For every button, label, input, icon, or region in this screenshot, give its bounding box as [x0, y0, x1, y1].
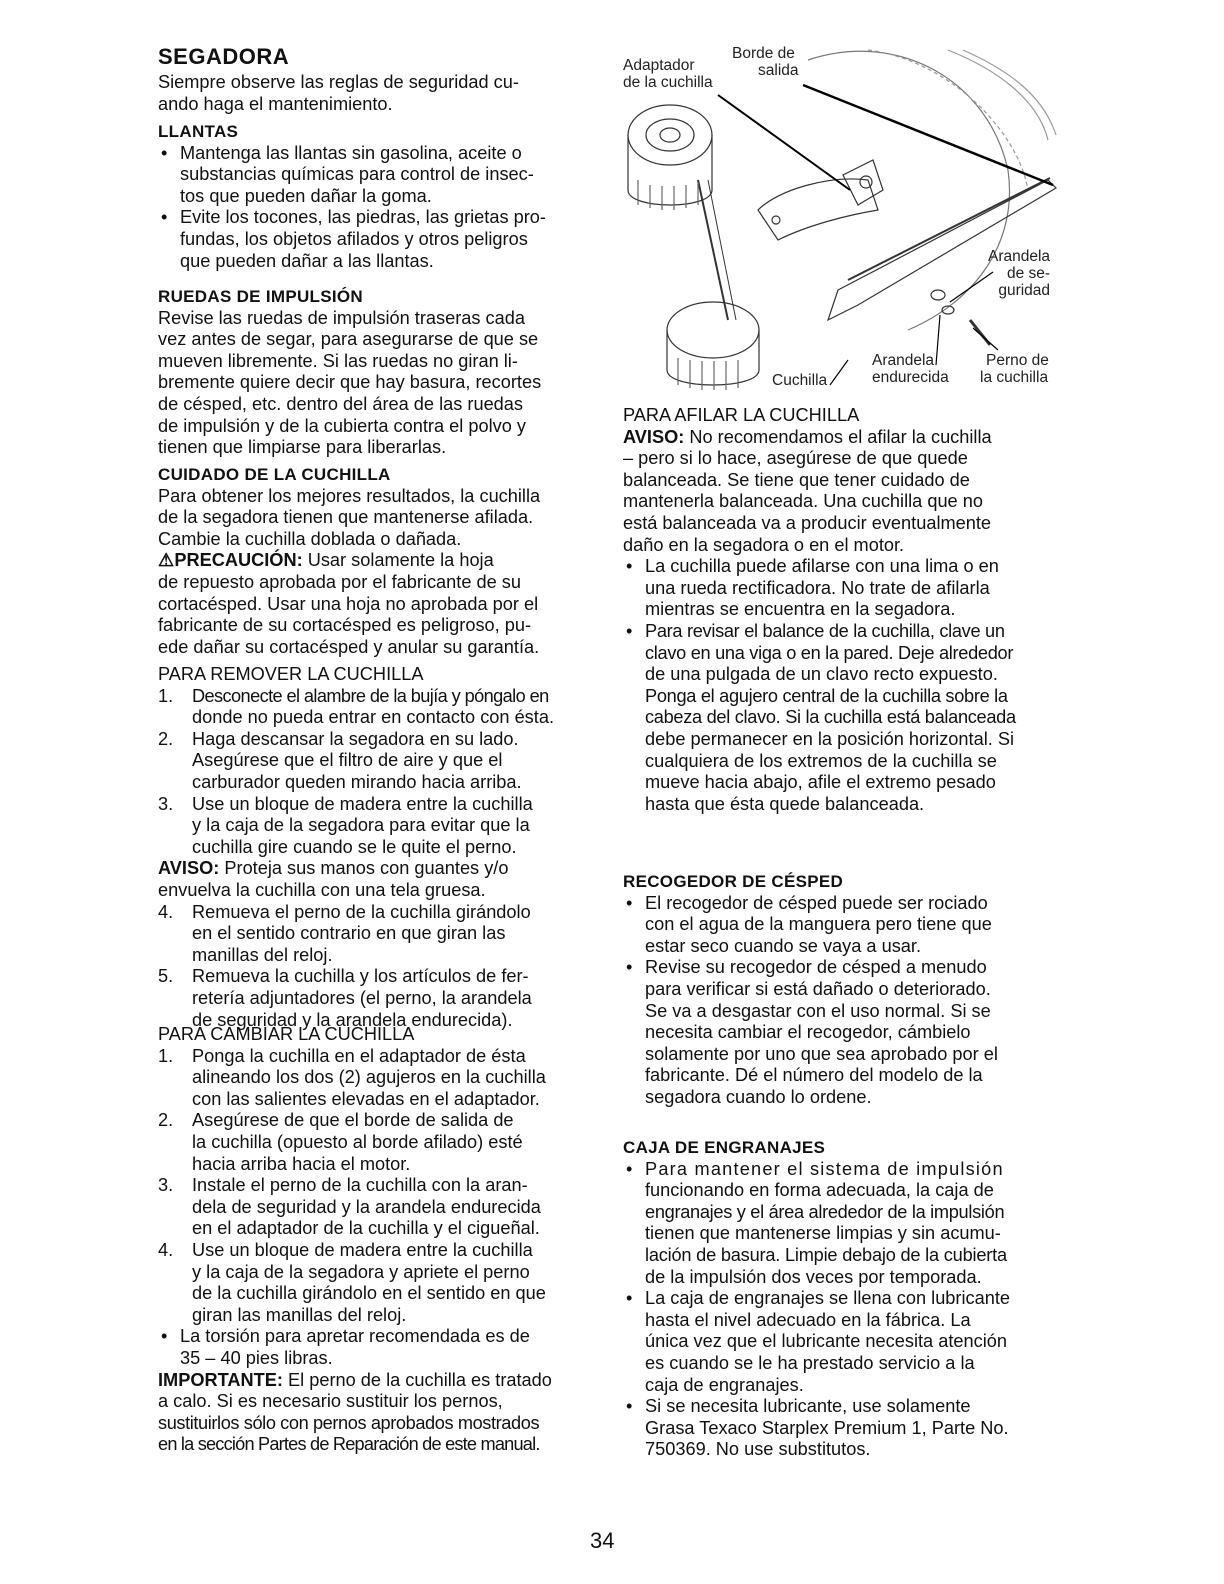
cambiar-section: PARA CAMBIAR LA CUCHILLA 1. Ponga la cuchilla en el adaptador de ésta alineando los dos (2) agujeros en la cuchilla con las salientes elevadas en el adaptador. 2. Asegúrese de que el borde de salida de la cuchilla (opuesto al borde afilado) esté hacia arriba hacia el motor. 3. Instale el perno de la cuchilla con la aran- dela de seguridad y la arandela endurecida en el adaptador de la cuchilla y el cigueñal. 4. Use un bloque de madera entre la cuchilla y la caja de la segadora y apriete el perno de la cuchilla girándolo en el sentido en que giran las manillas del reloj. • La torsión para apretar recomendada es de 35 – 40 pies libras. IMPORTANTE: El perno de la cuchilla es tratado a calo. Si es necesario sustituir los pernos, sustituirlos sólo con pernos aprobados mostrados en la sección Partes de Reparación de este manual.	[158, 1024, 598, 1456]
label-adaptador: Adaptador de la cuchilla	[623, 57, 713, 91]
intro-text: Siempre observe las reglas de seguridad cu- ando haga el mantenimiento.	[158, 72, 519, 114]
recogedor-section	[623, 871, 1060, 1109]
list-item: • Revise su recogedor de césped a menudo para verificar si está dañado o deteriorado. Se va a desgastar con el uso normal. Si se necesita cambiar el recogedor, cámbielo solamente por uno que sea aprobado por el fabricante. Dé el número del modelo de la segadora cuando lo ordene.	[626, 957, 998, 1107]
list-item: 3. Instale el perno de la cuchilla con la aran- dela de seguridad y la arandela endurecida en el adaptador de la cuchilla y el cigueñal.	[158, 1175, 541, 1239]
llantas-heading: LLANTAS	[158, 122, 239, 141]
remover-heading: PARA REMOVER LA CUCHILLA	[158, 664, 424, 684]
list-item: 2. Haga descansar la segadora en su lado. Asegúrese que el filtro de aire y que el carburador queden mirando hacia arriba.	[158, 728, 522, 792]
list-item: • La torsión para apretar recomendada es de 35 – 40 pies libras.	[161, 1326, 530, 1368]
caja-heading: CAJA DE ENGRANAJES	[623, 1138, 826, 1157]
label-arandela-endurecida: Arandela endurecida	[872, 352, 949, 386]
list-item: • Si se necesita lubricante, use solamente Grasa Texaco Starplex Premium 1, Parte No. 750369. No use substitutos.	[626, 1396, 1009, 1460]
warning-icon: ⚠	[158, 550, 175, 571]
section-title: SEGADORA	[158, 44, 290, 69]
label-perno: Perno de la cuchilla	[980, 352, 1049, 386]
page-number: 34	[590, 1528, 615, 1553]
aviso-label: AVISO:	[158, 858, 220, 879]
importante-label: IMPORTANTE:	[158, 1369, 283, 1390]
caja-section	[623, 1137, 1060, 1461]
ruedas-section: RUEDAS DE IMPULSIÓN Revise las ruedas de impulsión traseras cada vez antes de segar, para asegurarse de que se mueven libremente. Si las ruedas no giran li- bremente quiere decir que hay basura, recortes de césped, etc. dentro del área de las ruedas de impulsión y de la cubierta contra el polvo y tienen que limpiarse para liberarlas.	[158, 286, 598, 459]
list-item: 3. Use un bloque de madera entre la cuchilla y la caja de la segadora para evitar que la cuchilla gire cuando se le quite el perno.	[158, 793, 533, 857]
list-item: • Para revisar el balance de la cuchilla, clave un clavo en una viga o en la pared. Deje alrededor de una pulgada de un clavo recto expuesto. Ponga el agujero central de la cuchilla sobre la cabeza del clavo. Si la cuchilla está balanceada debe permanecer en la posición horizontal. Si cualquiera de los extremos de la cuchilla se mueve hacia abajo, afile el extremo pesado hasta que ésta quede balanceada.	[626, 620, 1016, 814]
blade-assembly-illustration	[618, 40, 1063, 400]
list-item: • Para mantener el sistema de impulsión funcionando en forma adecuada, la caja de engranajes y el área alrededor de la impulsión tienen que mantenerse limpias y sin acumu- lación de basura. Limpie debajo de la cubierta de la impulsión dos veces por temporada.	[626, 1158, 1007, 1287]
list-item: • Evite los tocones, las piedras, las grietas pro- fundas, los objetos afilados y otros peligros que pueden dañar a las llantas.	[161, 207, 546, 271]
aviso-line: AVISO: Proteja sus manos con guantes y/o	[158, 858, 509, 879]
list-item: 1. Ponga la cuchilla en el adaptador de ésta alineando los dos (2) agujeros en la cuchilla con las salientes elevadas en el adaptador.	[158, 1045, 546, 1109]
list-item: • La cuchilla puede afilarse con una lima o en una rueda rectificadora. No trate de afilarla mientras se encuentra en la segadora.	[626, 556, 999, 620]
ruedas-heading: RUEDAS DE IMPULSIÓN	[158, 287, 363, 306]
label-borde: Borde de salida	[732, 45, 799, 79]
list-item: • El recogedor de césped puede ser rociado con el agua de la manguera pero tiene que estar seco cuando se vaya a usar.	[626, 892, 992, 956]
list-item: 2. Asegúrese de que el borde de salida de la cuchilla (opuesto al borde afilado) esté hacia arriba hacia el motor.	[158, 1110, 523, 1174]
label-arandela-seguridad: Arandela de se- guridad	[988, 248, 1051, 299]
cuidado-section: CUIDADO DE LA CUCHILLA Para obtener los mejores resultados, la cuchilla de la segadora tienen que mantenerse afilada. Cambie la cuchilla doblada o dañada. ⚠PRECAUCIÓN: Usar solamente la hoja de repuesto aprobada por el fabricante de su cortacésped. Usar una hoja no aprobada por el fabricante de su cortacésped es peligroso, pu- ede dañar su cortacésped y anular su garantía.	[158, 464, 598, 658]
cuidado-heading: CUIDADO DE LA CUCHILLA	[158, 465, 391, 484]
cambiar-heading: PARA CAMBIAR LA CUCHILLA	[158, 1024, 415, 1044]
label-cuchilla: Cuchilla	[772, 372, 828, 389]
list-item: 4. Remueva el perno de la cuchilla girándolo en el sentido contrario en que giran las manillas del reloj.	[158, 901, 531, 965]
list-item: 5. Remueva la cuchilla y los artículos de fer- retería adjuntadores (el perno, la arandela de seguridad y la arandela endurecida).	[158, 966, 532, 1030]
precaucion-line: ⚠PRECAUCIÓN: Usar solamente la hoja	[158, 550, 494, 571]
llantas-section	[158, 121, 598, 272]
afilar-section: PARA AFILAR LA CUCHILLA AVISO: No recomendamos el afilar la cuchilla – pero si lo hace, asegúrese de que quede balanceada. Se tiene que tener cuidado de mantenerla balanceada. Una cuchilla que no está balanceada va a producir eventualmente daño en la segadora o en el motor. • La cuchilla puede afilarse con una lima o en una rueda rectificadora. No trate de afilarla mientras se encuentra en la segadora. • Para revisar el balance de la cuchilla, clave un clavo en una viga o en la pared. Deje alrededor de una pulgada de un clavo recto expuesto. Ponga el agujero central de la cuchilla sobre la cabeza del clavo. Si la cuchilla está balanceada debe permanecer en la posición horizontal. Si cualquiera de los extremos de la cuchilla se mueve hacia abajo, afile el extremo pesado hasta que ésta quede balanceada.	[623, 405, 1060, 815]
list-item: 1. Desconecte el alambre de la bujía y póngalo en donde no pueda entrar en contacto con ésta.	[158, 685, 555, 728]
list-item: • La caja de engranajes se llena con lubricante hasta el nivel adecuado en la fábrica. La única vez que el lubricante necesita atención es cuando se le ha prestado servicio a la caja de engranajes.	[626, 1288, 1011, 1395]
importante-line: IMPORTANTE: El perno de la cuchilla es tratado	[158, 1369, 552, 1390]
aviso-line: AVISO: No recomendamos el afilar la cuchilla	[623, 426, 992, 447]
blade-diagram	[618, 40, 1063, 400]
precaucion-label: PRECAUCIÓN:	[174, 550, 303, 571]
recogedor-heading: RECOGEDOR DE CÉSPED	[623, 872, 844, 891]
list-item: 4. Use un bloque de madera entre la cuchilla y la caja de la segadora y apriete el perno de la cuchilla girándolo en el sentido en que giran las manillas del reloj.	[158, 1239, 546, 1325]
remover-section: PARA REMOVER LA CUCHILLA 1. Desconecte el alambre de la bujía y póngalo en donde no pueda entrar en contacto con ésta. 2. Haga descansar la segadora en su lado. Asegúrese que el filtro de aire y que el carburador queden mirando hacia arriba. 3. Use un bloque de madera entre la cuchilla y la caja de la segadora para evitar que la cuchilla gire cuando se le quite el perno. AVISO: Proteja sus manos con guantes y/o envuelva la cuchilla con una tela gruesa. 4. Remueva el perno de la cuchilla girándolo en el sentido contrario en que giran las manillas del reloj. 5. Remueva la cuchilla y los artículos de fer- retería adjuntadores (el perno, la arandela de seguridad y la arandela endurecida).	[158, 664, 598, 1031]
afilar-heading: PARA AFILAR LA CUCHILLA	[623, 405, 860, 425]
list-item: • Mantenga las llantas sin gasolina, aceite o substancias químicas para control de insec- tos que pueden dañar la goma.	[161, 142, 534, 206]
aviso-label: AVISO:	[623, 426, 685, 447]
